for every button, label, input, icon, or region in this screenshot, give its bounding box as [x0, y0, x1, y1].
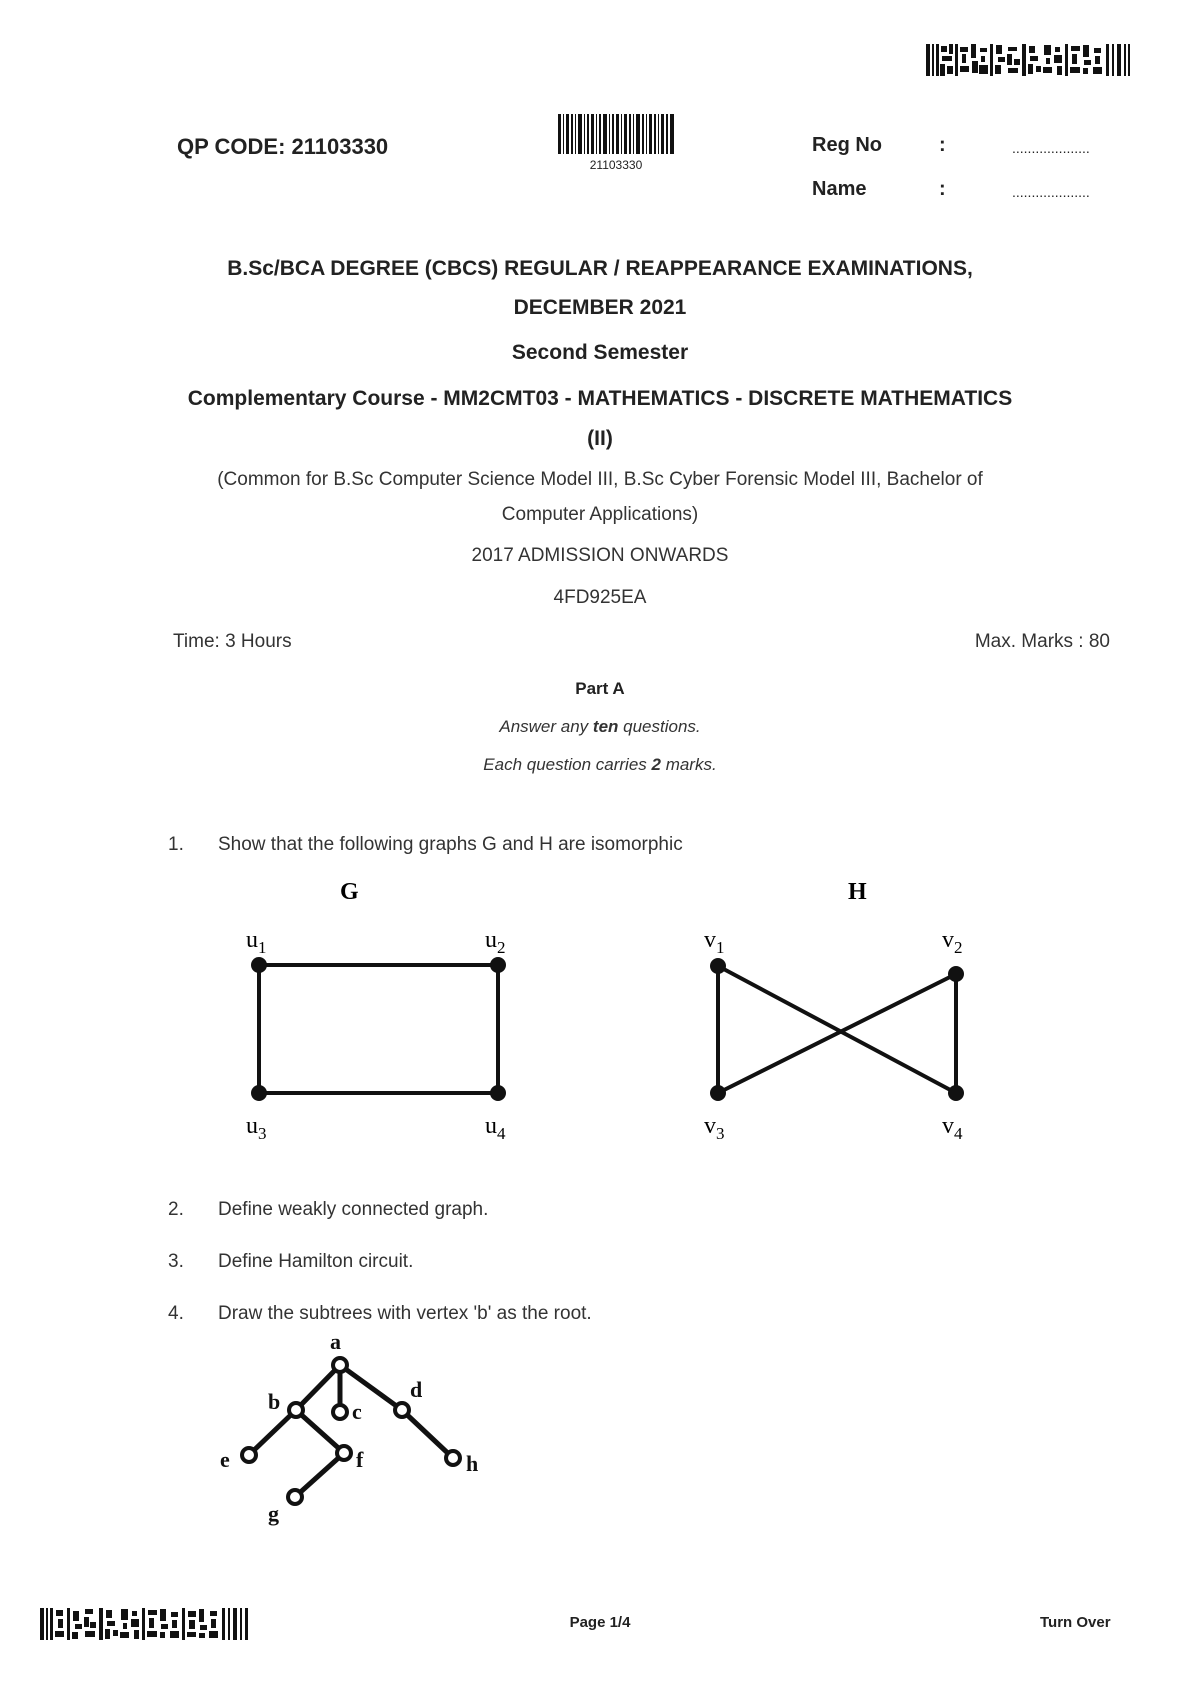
exam-title-line1: B.Sc/BCA DEGREE (CBCS) REGULAR / REAPPEARANCE EXAMINATIONS,: [227, 257, 973, 280]
name-field: ....................: [1012, 184, 1090, 200]
tree-node-a: [333, 1358, 347, 1372]
tree-node-f: [337, 1446, 351, 1460]
name-colon: :: [939, 178, 946, 200]
time-allowed: Time: 3 Hours: [173, 631, 292, 652]
admission-note: 2017 ADMISSION ONWARDS: [471, 545, 729, 566]
instruction-2-bold: 2: [651, 755, 661, 774]
question-4-text: Draw the subtrees with vertex 'b' as the root.: [218, 1303, 592, 1324]
tree-label-h: h: [466, 1451, 479, 1476]
tree-node-h: [446, 1451, 460, 1465]
reg-no-label: Reg No: [812, 134, 882, 156]
graph-g-vertex-u3: [251, 1085, 267, 1101]
graph-g-vertex-u4: [490, 1085, 506, 1101]
graph-h-label-v3: $v_3$: [704, 1113, 725, 1143]
graph-g-title: G: [340, 879, 359, 905]
qp-code: QP CODE: 21103330: [177, 134, 389, 159]
question-2-number: 2.: [168, 1199, 184, 1220]
tree-diagram: [210, 1325, 490, 1535]
qp-barcode: [558, 114, 674, 154]
tree-label-g: g: [268, 1501, 279, 1526]
max-marks: Max. Marks : 80: [974, 631, 1110, 652]
graph-h: [700, 875, 990, 1150]
reg-no-colon: :: [939, 134, 946, 156]
page-number: Page 1/4: [569, 1614, 631, 1631]
graph-g-vertex-u2: [490, 957, 506, 973]
course-title-line2: (II): [587, 427, 613, 450]
graph-g-label-u4: $u_4$: [485, 1113, 506, 1143]
tree-edge-a-b: [296, 1365, 340, 1410]
question-1-text: Show that the following graphs G and H are isomorphic: [218, 834, 683, 855]
graph-h-label-v4: $v_4$: [942, 1113, 963, 1143]
reg-no-field: ....................: [1012, 140, 1090, 156]
tree-edge-d-h: [402, 1410, 453, 1458]
tree-node-e: [242, 1448, 256, 1462]
top-barcode: [926, 44, 1130, 76]
instruction-1-bold: ten: [592, 717, 619, 736]
graph-h-vertex-v4: [948, 1085, 964, 1101]
graph-h-vertex-v1: [710, 958, 726, 974]
tree-edge-b-e: [249, 1410, 296, 1455]
tree-label-a: a: [330, 1329, 341, 1354]
instruction-1-pre: Answer any: [499, 717, 593, 736]
graph-g-label-u3: $u_3$: [246, 1113, 267, 1143]
graph-h-title: H: [848, 879, 867, 905]
graph-h-vertex-v3: [710, 1085, 726, 1101]
instruction-2-post: marks.: [660, 755, 717, 774]
graph-h-label-v1: $v_1$: [704, 927, 725, 957]
common-note-line2: Computer Applications): [501, 504, 699, 525]
barcode-number: 21103330: [589, 158, 643, 172]
tree-node-c: [333, 1405, 347, 1419]
paper-code: 4FD925EA: [553, 587, 647, 608]
part-a-title: Part A: [575, 679, 625, 698]
graph-g-label-u1: $u_1$: [246, 927, 267, 957]
question-4-number: 4.: [168, 1303, 184, 1324]
tree-label-e: e: [220, 1447, 230, 1472]
question-1-number: 1.: [168, 834, 184, 855]
graph-h-label-v2: $v_2$: [942, 927, 963, 957]
graph-g-vertex-u1: [251, 957, 267, 973]
question-3-text: Define Hamilton circuit.: [218, 1251, 414, 1272]
name-label: Name: [812, 178, 867, 200]
graph-g: [230, 875, 530, 1150]
semester: Second Semester: [511, 341, 689, 364]
tree-edge-a-d: [340, 1365, 402, 1410]
tree-node-d: [395, 1403, 409, 1417]
exam-title-line2: DECEMBER 2021: [513, 296, 687, 319]
tree-label-d: d: [410, 1377, 423, 1402]
question-3-number: 3.: [168, 1251, 184, 1272]
common-note-line1: (Common for B.Sc Computer Science Model III, B.Sc Cyber Forensic Model III, Bachelor of: [217, 469, 983, 490]
question-2-text: Define weakly connected graph.: [218, 1199, 489, 1220]
part-a-instruction-1: [0, 717, 1200, 737]
tree-label-f: f: [356, 1447, 364, 1472]
graph-g-label-u2: $u_2$: [485, 927, 506, 957]
instruction-2-pre: Each question carries: [483, 755, 652, 774]
tree-node-b: [289, 1403, 303, 1417]
tree-edge-f-g: [295, 1453, 344, 1497]
tree-node-g: [288, 1490, 302, 1504]
tree-label-b: b: [268, 1389, 281, 1414]
turn-over: Turn Over: [1040, 1614, 1111, 1631]
graph-h-vertex-v2: [948, 966, 964, 982]
part-a-instruction-2: [0, 755, 1200, 775]
course-title-line1: Complementary Course - MM2CMT03 - MATHEMATICS - DISCRETE MATHEMATICS: [187, 387, 1013, 410]
instruction-1-post: questions.: [618, 717, 701, 736]
tree-label-c: c: [352, 1399, 362, 1424]
